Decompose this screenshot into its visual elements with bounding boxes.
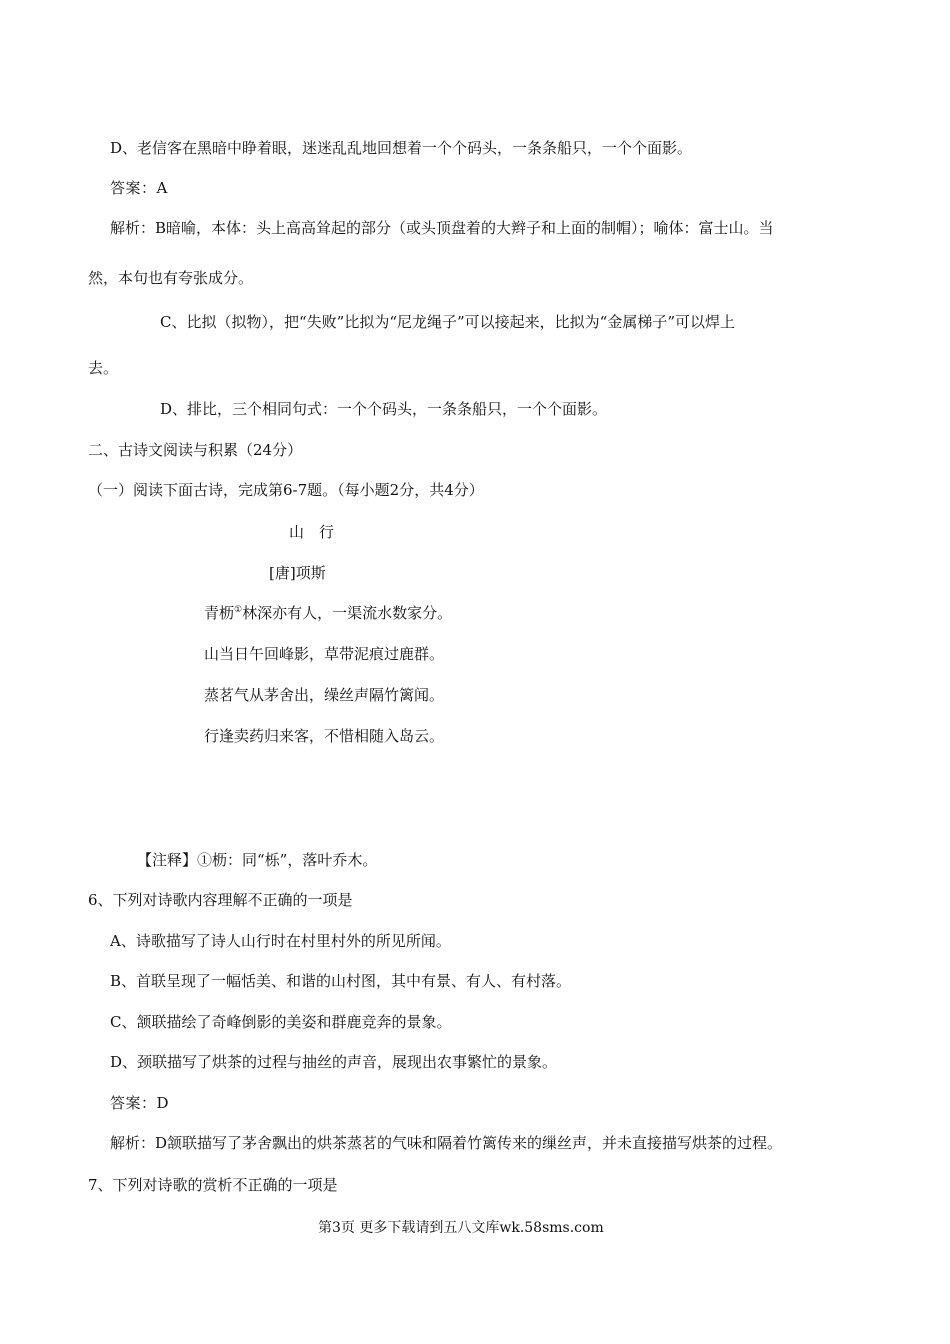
- poem-note: 【注释】①枥：同“栎”，落叶乔木。: [137, 851, 378, 869]
- q6-option-b: B、首联呈现了一幅恬美、和谐的山村图，其中有景、有人、有村落。: [110, 972, 572, 990]
- q7-question: 7、下列对诗歌的赏析不正确的一项是: [88, 1176, 338, 1194]
- q5-analysis-line2: 然，本句也有夸张成分。: [88, 269, 254, 287]
- q6-analysis: 解析：D颔联描写了茅舍飘出的烘茶蒸茗的气味和隔着竹篱传来的缫丝声，并未直接描写烘茶的过程。: [110, 1134, 783, 1152]
- section-heading: 二、古诗文阅读与积累（24分）: [88, 441, 303, 459]
- q5-analysis-line1: 解析：B暗喻，本体：头上高高耸起的部分（或头顶盘着的大辫子和上面的制帽）；喻体：富士山。当: [110, 219, 774, 237]
- poem-line-3: 蒸茗气从茅舍出，缲丝声隔竹篱闻。: [204, 686, 445, 704]
- poem-title: 山 行: [289, 523, 335, 541]
- q6-option-c: C、颔联描绘了奇峰倒影的美姿和群鹿竞奔的景象。: [110, 1013, 452, 1031]
- q5-answer: 答案：A: [110, 179, 168, 197]
- q5-analysis-c-line1: C、比拟（拟物），把“失败”比拟为“尼龙绳子”可以接起来，比拟为“金属梯子”可以焊上: [160, 313, 735, 331]
- q5-analysis-d: D、排比，三个相同句式：一个个码头，一条条船只，一个个面影。: [160, 400, 608, 418]
- poem-line-1: [204, 603, 452, 623]
- poem-line-2: 山当日午回峰影，草带泥痕过鹿群。: [204, 645, 445, 663]
- poem-line-1-post: 林深亦有人，一渠流水数家分。: [242, 604, 453, 622]
- footnote-marker: ①: [234, 605, 243, 615]
- q6-option-d: D、颈联描写了烘茶的过程与抽丝的声音，展现出农事繁忙的景象。: [110, 1053, 558, 1071]
- page-footer: 第3页 更多下载请到五八文库wk.58sms.com: [318, 1220, 604, 1236]
- poem-line-1-pre: 青枥: [204, 604, 235, 622]
- q5-option-d: D、老信客在黑暗中睁着眼，迷迷乱乱地回想着一个个码头，一条条船只，一个个面影。: [110, 139, 693, 157]
- q6-question: 6、下列对诗歌内容理解不正确的一项是: [88, 891, 353, 909]
- poem-line-4: 行逢卖药归来客，不惜相随入岛云。: [204, 727, 445, 745]
- q6-answer: 答案：D: [110, 1094, 170, 1112]
- poem-author: [唐]项斯: [269, 564, 326, 582]
- q6-option-a: A、诗歌描写了诗人山行时在村里村外的所见所闻。: [110, 932, 451, 950]
- q5-analysis-c-line2: 去。: [88, 359, 119, 377]
- section-sub-heading: （一）阅读下面古诗，完成第6-7题。（每小题2分，共4分）: [88, 481, 484, 499]
